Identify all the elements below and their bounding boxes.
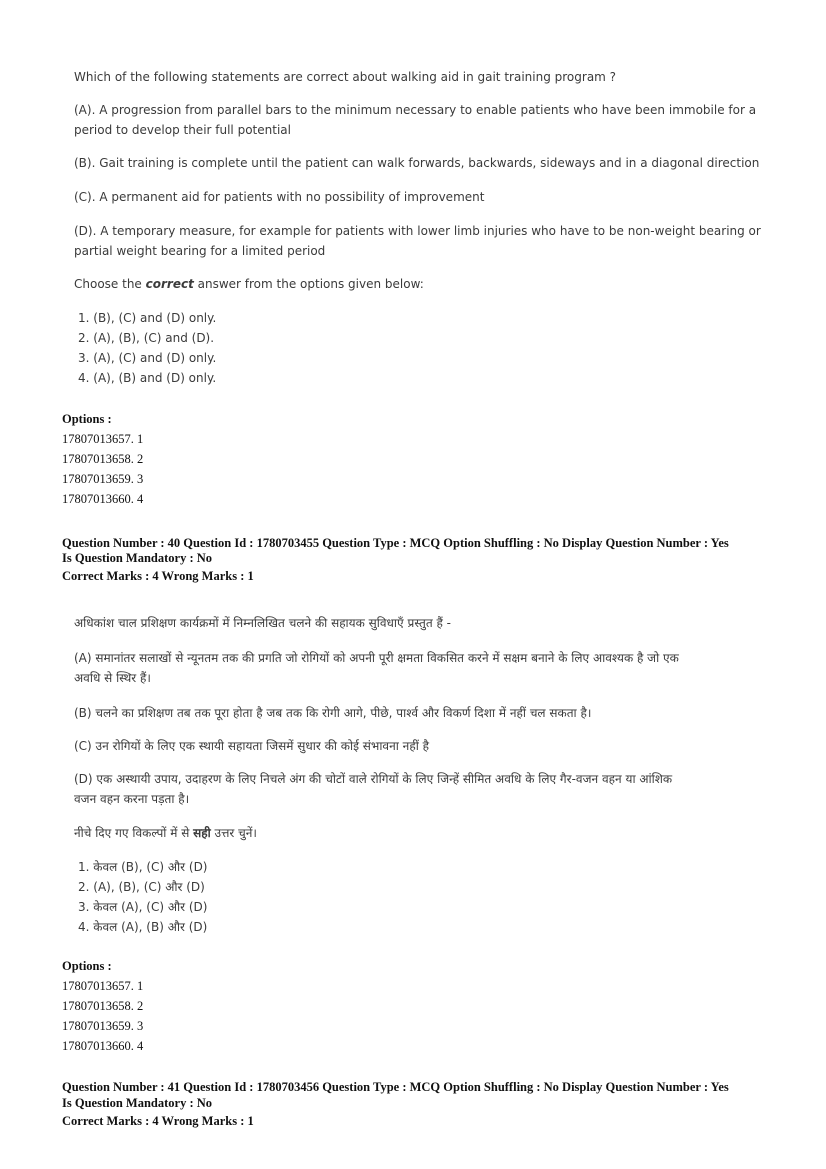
- statement-d: (D) एक अस्थायी उपाय, उदाहरण के लिए निचले अंग की चोटों वाले रोगियों के लिए जिन्हें सीमित अवधि के लिए गैर-वजन वहन या आंशिक: [74, 772, 673, 786]
- options-label: Options :: [62, 412, 112, 426]
- statement-d-cont: वजन वहन करना पड़ता है।: [74, 792, 190, 806]
- question-meta-line: Question Number : 41 Question Id : 1780703456 Question Type : MCQ Option Shuffling : No Display Question Number : Yes: [62, 1080, 729, 1094]
- statement-a-cont: period to develop their full potential: [74, 123, 291, 137]
- answer-choice-2: 2. (A), (B), (C) और (D): [78, 880, 205, 894]
- answer-choice-4: 4. (A), (B) and (D) only.: [78, 371, 217, 385]
- option-id-3: 17807013659. 3: [62, 1019, 144, 1033]
- option-id-1: 17807013657. 1: [62, 432, 144, 446]
- question-marks: Correct Marks : 4 Wrong Marks : 1: [62, 569, 254, 583]
- question-mandatory: Is Question Mandatory : No: [62, 1096, 213, 1110]
- statement-d: (D). A temporary measure, for example for patients with lower limb injuries who have to be non-weight bearing or: [74, 224, 761, 238]
- statement-b: (B). Gait training is complete until the patient can walk forwards, backwards, sideways and in a diagonal direction: [74, 156, 760, 170]
- statement-c: (C). A permanent aid for patients with no possibility of improvement: [74, 190, 485, 204]
- question-meta-line: Question Number : 40 Question Id : 1780703455 Question Type : MCQ Option Shuffling : No Display Question Number : Yes: [62, 536, 729, 550]
- answer-choice-2: 2. (A), (B), (C) and (D).: [78, 331, 215, 345]
- choose-keyword: सही: [193, 826, 211, 840]
- statement-a: (A). A progression from parallel bars to the minimum necessary to enable patients who have been immobile for a: [74, 103, 757, 117]
- answer-choice-3: 3. (A), (C) and (D) only.: [78, 351, 217, 365]
- question-stem: Which of the following statements are correct about walking aid in gait training program ?: [74, 70, 617, 84]
- answer-choice-4: 4. केवल (A), (B) और (D): [78, 920, 208, 934]
- statement-a-cont: अवधि से स्थिर हैं।: [74, 671, 151, 685]
- question-stem: अधिकांश चाल प्रशिक्षण कार्यक्रमों में निम्नलिखित चलने की सहायक सुविधाएँ प्रस्तुत हैं -: [74, 616, 451, 630]
- answer-choice-1: 1. केवल (B), (C) और (D): [78, 860, 208, 874]
- option-id-4: 17807013660. 4: [62, 492, 144, 506]
- question-mandatory: Is Question Mandatory : No: [62, 551, 213, 565]
- statement-d-cont: partial weight bearing for a limited period: [74, 244, 326, 258]
- option-id-1: 17807013657. 1: [62, 979, 144, 993]
- question-marks: Correct Marks : 4 Wrong Marks : 1: [62, 1114, 254, 1128]
- choose-instruction: Choose the correct answer from the options given below:: [74, 277, 424, 291]
- option-id-3: 17807013659. 3: [62, 472, 144, 486]
- statement-a: (A) समानांतर सलाखों से न्यूनतम तक की प्रगति जो रोगियों को अपनी पूरी क्षमता विकसित करने में सक्षम बनाने के लिए आवश्यक है जो एक: [74, 651, 679, 665]
- option-id-4: 17807013660. 4: [62, 1039, 144, 1053]
- option-id-2: 17807013658. 2: [62, 452, 144, 466]
- choose-keyword: correct: [145, 277, 194, 291]
- choose-instruction: नीचे दिए गए विकल्पों में से सही उत्तर चुनें।: [74, 826, 257, 840]
- answer-choice-3: 3. केवल (A), (C) और (D): [78, 900, 208, 914]
- statement-c: (C) उन रोगियों के लिए एक स्थायी सहायता जिसमें सुधार की कोई संभावना नहीं है: [74, 739, 430, 753]
- options-label: Options :: [62, 959, 112, 973]
- statement-b: (B) चलने का प्रशिक्षण तब तक पूरा होता है जब तक कि रोगी आगे, पीछे, पार्श्व और विकर्ण दिशा में नहीं चल सकता है।: [74, 706, 592, 720]
- option-id-2: 17807013658. 2: [62, 999, 144, 1013]
- answer-choice-1: 1. (B), (C) and (D) only.: [78, 311, 217, 325]
